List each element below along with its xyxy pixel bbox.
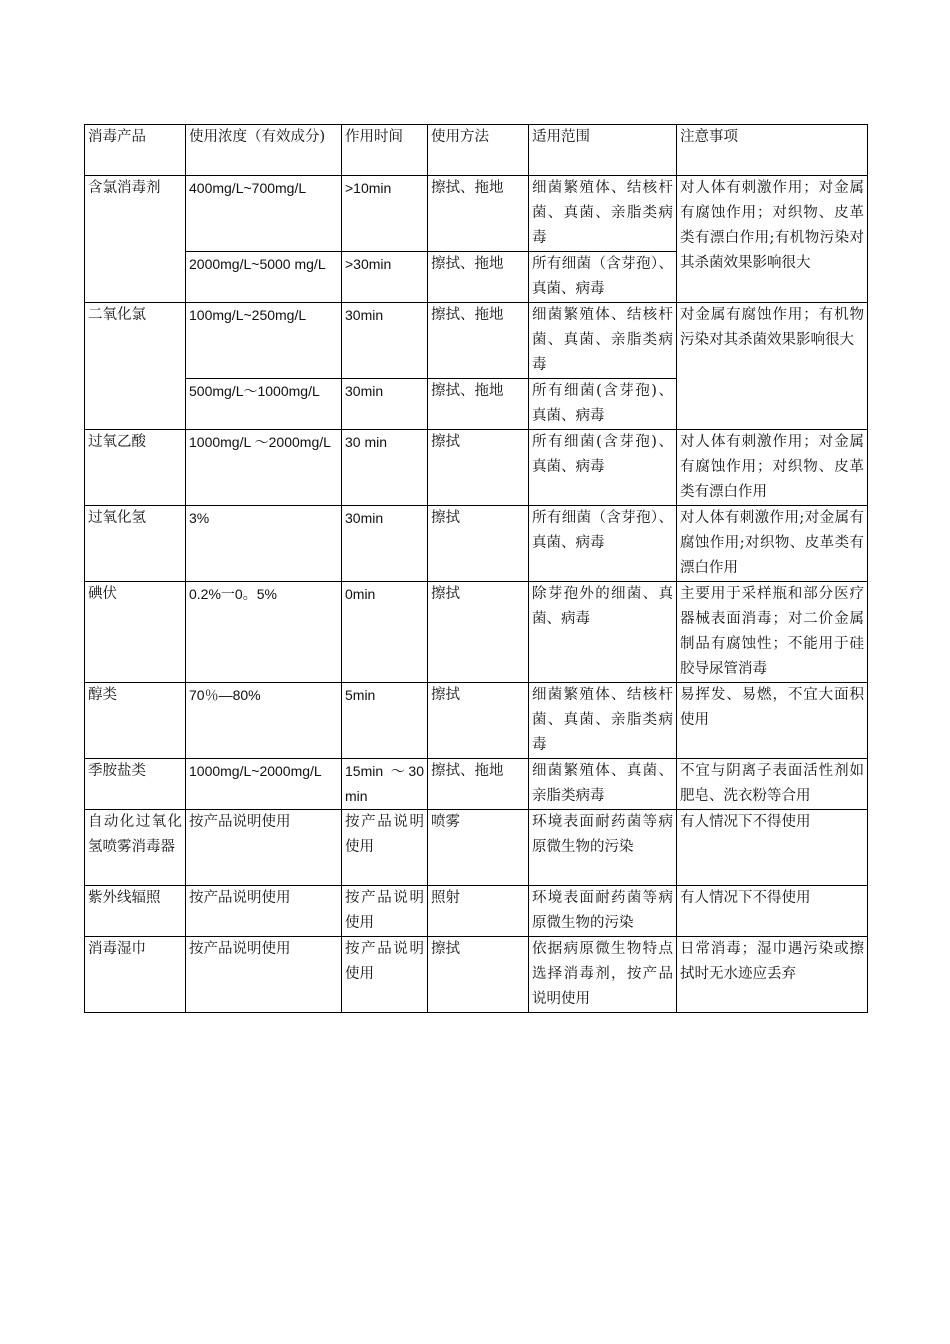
product-cell: 过氧乙酸 — [85, 430, 186, 506]
notes-cell: 对人体有刺激作用;对金属有腐蚀作用;对织物、皮革类有漂白作用 — [677, 506, 868, 582]
concentration-cell: 按产品说明使用 — [186, 937, 342, 1013]
duration-cell: 0min — [342, 582, 428, 683]
table-row — [85, 303, 868, 379]
table-row — [85, 176, 868, 252]
duration-cell: 5min — [342, 683, 428, 759]
notes-cell: 对金属有腐蚀作用；有机物污染对其杀菌效果影响很大 — [677, 303, 868, 430]
disinfectant-table — [84, 124, 868, 1013]
duration-cell: >30min — [342, 252, 428, 303]
scope-cell: 所有细菌（含芽孢）、真菌、病毒 — [529, 506, 677, 582]
duration-cell: 按产品说明使用 — [342, 886, 428, 937]
notes-cell: 日常消毒；湿巾遇污染或擦拭时无水迹应丢弃 — [677, 937, 868, 1013]
table-row — [85, 582, 868, 683]
method-cell: 擦拭、拖地 — [428, 252, 529, 303]
concentration-cell: 1000mg/L~2000mg/L — [186, 759, 342, 810]
product-cell: 二氧化氯 — [85, 303, 186, 430]
notes-cell: 不宜与阴离子表面活性剂如肥皂、洗衣粉等合用 — [677, 759, 868, 810]
header-duration: 作用时间 — [342, 125, 428, 176]
method-cell: 擦拭 — [428, 582, 529, 683]
scope-cell: 细菌繁殖体、结核杆菌、真菌、亲脂类病毒 — [529, 683, 677, 759]
notes-cell: 对人体有刺激作用；对金属有腐蚀作用；对织物、皮革类有漂白作用 — [677, 430, 868, 506]
concentration-cell: 2000mg/L~5000 mg/L — [186, 252, 342, 303]
method-cell: 擦拭、拖地 — [428, 759, 529, 810]
header-scope: 适用范围 — [529, 125, 677, 176]
notes-cell: 对人体有刺激作用；对金属有腐蚀作用；对织物、皮革类有漂白作用;有机物污染对其杀菌效果影响很大 — [677, 176, 868, 303]
scope-cell: 细菌繁殖体、结核杆菌、真菌、亲脂类病毒 — [529, 303, 677, 379]
duration-cell: >10min — [342, 176, 428, 252]
concentration-cell: 按产品说明使用 — [186, 886, 342, 937]
method-cell: 擦拭 — [428, 506, 529, 582]
scope-cell: 环境表面耐药菌等病原微生物的污染 — [529, 810, 677, 886]
notes-cell: 有人情况下不得使用 — [677, 810, 868, 886]
product-cell: 消毒湿巾 — [85, 937, 186, 1013]
table-row — [85, 430, 868, 506]
header-concentration: 使用浓度（有效成分) — [186, 125, 342, 176]
concentration-cell: 0.2%一0。5% — [186, 582, 342, 683]
scope-cell: 所有细菌(含芽孢)、真菌、病毒 — [529, 430, 677, 506]
notes-cell: 主要用于采样瓶和部分医疗器械表面消毒；对二价金属制品有腐蚀性；不能用于硅胶导尿管消毒 — [677, 582, 868, 683]
table-row — [85, 810, 868, 886]
scope-cell: 依据病原微生物特点选择消毒剂，按产品说明使用 — [529, 937, 677, 1013]
product-cell: 碘伏 — [85, 582, 186, 683]
concentration-cell: 1000mg/L ～2000mg/L — [186, 430, 342, 506]
scope-cell: 细菌繁殖体、真菌、亲脂类病毒 — [529, 759, 677, 810]
method-cell: 擦拭、拖地 — [428, 303, 529, 379]
scope-cell: 除芽孢外的细菌、真菌、病毒 — [529, 582, 677, 683]
product-cell: 季胺盐类 — [85, 759, 186, 810]
table-row — [85, 759, 868, 810]
method-cell: 喷雾 — [428, 810, 529, 886]
concentration-cell: 3% — [186, 506, 342, 582]
product-cell: 自动化过氧化氢喷雾消毒器 — [85, 810, 186, 886]
method-cell: 擦拭、拖地 — [428, 379, 529, 430]
method-cell: 照射 — [428, 886, 529, 937]
method-cell: 擦拭 — [428, 937, 529, 1013]
duration-cell: 按产品说明使用 — [342, 810, 428, 886]
table-row — [85, 683, 868, 759]
scope-cell: 细菌繁殖体、结核杆菌、真菌、亲脂类病毒 — [529, 176, 677, 252]
product-cell: 含氯消毒剂 — [85, 176, 186, 303]
concentration-cell: 500mg/L～1000mg/L — [186, 379, 342, 430]
scope-cell: 所有细菌（含芽孢）、真菌、病毒 — [529, 252, 677, 303]
notes-cell: 有人情况下不得使用 — [677, 886, 868, 937]
product-cell: 过氧化氢 — [85, 506, 186, 582]
concentration-cell: 100mg/L~250mg/L — [186, 303, 342, 379]
header-product: 消毒产品 — [85, 125, 186, 176]
table-row — [85, 886, 868, 937]
table-row — [85, 506, 868, 582]
product-cell: 紫外线辐照 — [85, 886, 186, 937]
header-method: 使用方法 — [428, 125, 529, 176]
concentration-cell: 400mg/L~700mg/L — [186, 176, 342, 252]
method-cell: 擦拭 — [428, 430, 529, 506]
duration-cell: 按产品说明使用 — [342, 937, 428, 1013]
table-header-row — [85, 125, 868, 176]
concentration-cell: 70％—80% — [186, 683, 342, 759]
notes-cell: 易挥发、易燃，不宜大面积使用 — [677, 683, 868, 759]
scope-cell: 所有细菌(含芽孢)、真菌、病毒 — [529, 379, 677, 430]
scope-cell: 环境表面耐药菌等病原微生物的污染 — [529, 886, 677, 937]
method-cell: 擦拭 — [428, 683, 529, 759]
duration-cell: 15min ～30min — [342, 759, 428, 810]
header-notes: 注意事项 — [677, 125, 868, 176]
concentration-cell: 按产品说明使用 — [186, 810, 342, 886]
duration-cell: 30 min — [342, 430, 428, 506]
table-row — [85, 937, 868, 1013]
duration-cell: 30min — [342, 303, 428, 379]
product-cell: 醇类 — [85, 683, 186, 759]
duration-cell: 30min — [342, 379, 428, 430]
method-cell: 擦拭、拖地 — [428, 176, 529, 252]
duration-cell: 30min — [342, 506, 428, 582]
